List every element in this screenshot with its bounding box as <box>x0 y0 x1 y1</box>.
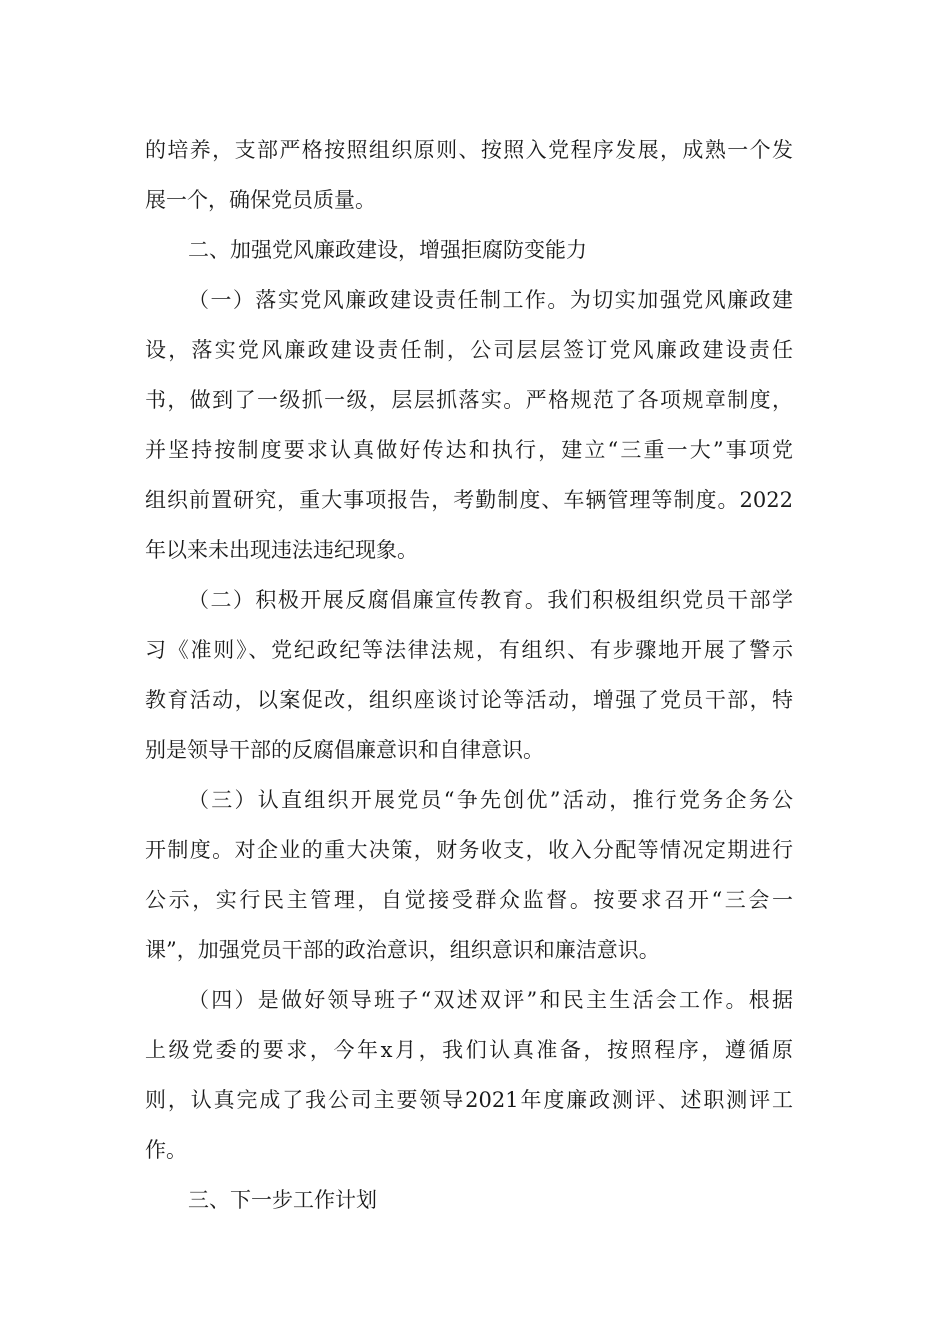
text-line <box>0 730 950 770</box>
text-line <box>0 980 950 1020</box>
line-text: （三）认直组织开展党员“争先创优”活动，推行党务企务公 <box>188 788 793 812</box>
text-line <box>0 130 950 170</box>
text-line <box>0 630 950 670</box>
line-text: 设，落实党风廉政建设责任制，公司层层签订党风廉政建设责任 <box>145 338 793 362</box>
line-text: 年以来未出现违法违纪现象。 <box>145 538 418 562</box>
section-heading-3 <box>0 1180 950 1220</box>
heading-text: 三、下一步工作计划 <box>188 1188 377 1212</box>
line-text: 的培养，支部严格按照组织原则、按照入党程序发展，成熟一个发 <box>145 138 793 162</box>
text-line <box>0 1130 950 1170</box>
line-text: 组织前置研究，重大事项报告，考勤制度、车辆管理等制度。2022 <box>145 488 793 512</box>
line-text: 开制度。对企业的重大决策，财务收支，收入分配等情况定期进行 <box>145 838 793 862</box>
text-line <box>0 930 950 970</box>
line-text: 习《准则》、党纪政纪等法律法规，有组织、有步骤地开展了警示 <box>145 638 793 662</box>
text-line <box>0 380 950 420</box>
line-text: 别是领导干部的反腐倡廉意识和自律意识。 <box>145 738 544 762</box>
line-text: 作。 <box>145 1138 187 1162</box>
line-text: （二）积极开展反腐倡廉宣传教育。我们积极组织党员干部学 <box>188 588 793 612</box>
line-text: 课”，加强党员干部的政治意识，组织意识和廉洁意识。 <box>145 938 660 962</box>
line-text: （四）是做好领导班子“双述双评”和民主生活会工作。根据 <box>188 988 793 1012</box>
text-line <box>0 480 950 520</box>
text-line <box>0 280 950 320</box>
line-text: 公示，实行民主管理，自觉接受群众监督。按要求召开“三会一 <box>145 888 793 912</box>
text-line <box>0 830 950 870</box>
line-text: 并坚持按制度要求认真做好传达和执行，建立“三重一大”事项党 <box>145 438 793 462</box>
line-text: 书，做到了一级抓一级，层层抓落实。严格规范了各项规章制度， <box>145 388 793 412</box>
text-line <box>0 430 950 470</box>
text-line <box>0 580 950 620</box>
line-text: 展一个，确保党员质量。 <box>145 188 376 212</box>
section-heading-2 <box>0 230 950 270</box>
text-line <box>0 880 950 920</box>
heading-text: 二、加强党风廉政建设，增强拒腐防变能力 <box>188 238 587 262</box>
line-text: 则，认真完成了我公司主要领导2021年度廉政测评、述职测评工 <box>145 1088 793 1112</box>
text-line <box>0 180 950 220</box>
line-text: （一）落实党风廉政建设责任制工作。为切实加强党风廉政建 <box>188 288 793 312</box>
text-line <box>0 680 950 720</box>
text-line <box>0 780 950 820</box>
line-text: 教育活动，以案促改，组织座谈讨论等活动，增强了党员干部，特 <box>145 688 793 712</box>
text-line <box>0 1030 950 1070</box>
line-text: 上级党委的要求，今年x月，我们认真准备，按照程序，遵循原 <box>145 1038 793 1062</box>
text-line <box>0 1080 950 1120</box>
text-line <box>0 530 950 570</box>
text-line <box>0 330 950 370</box>
